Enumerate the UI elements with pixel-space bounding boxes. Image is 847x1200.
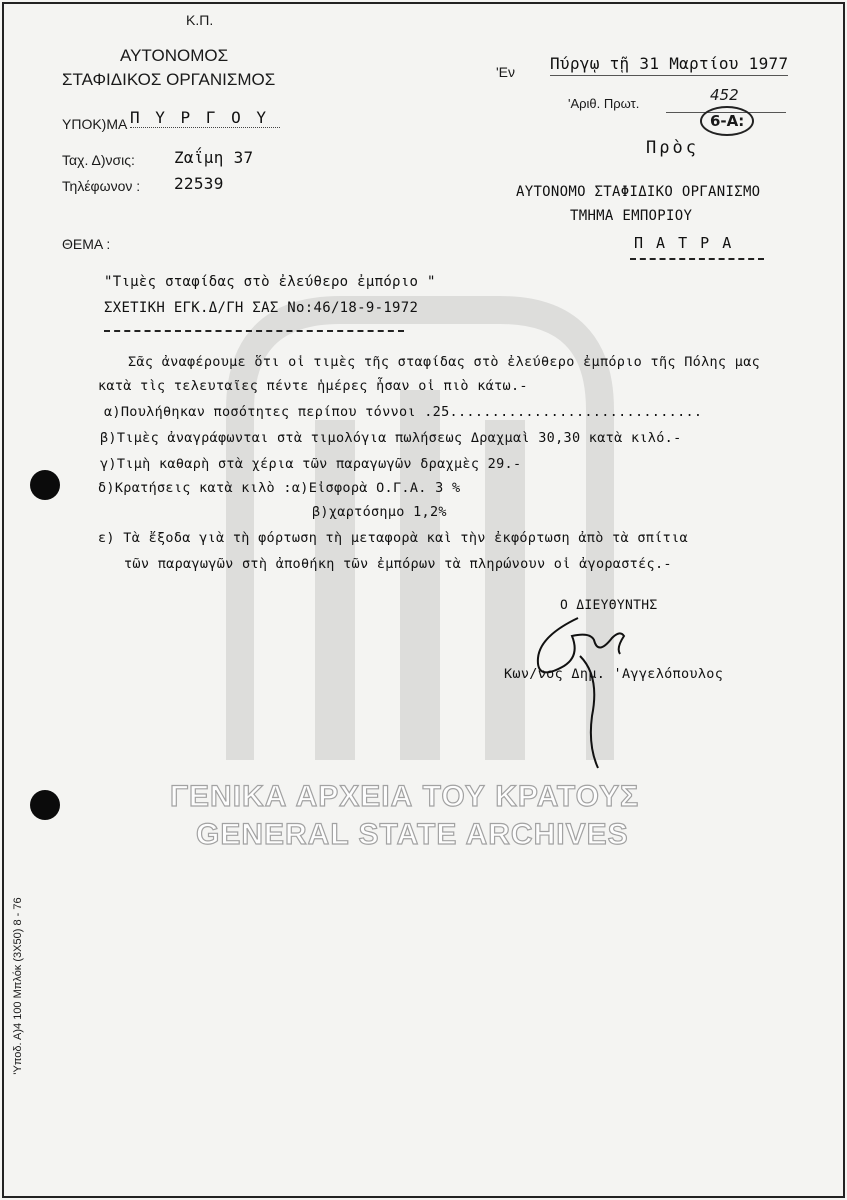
- archive-watermark-greek: ΓΕΝΙΚΑ ΑΡΧΕΙΑ ΤΟΥ ΚΡΑΤΟΥΣ: [170, 780, 640, 813]
- phone-label: Τηλέφωνον :: [62, 178, 141, 194]
- city-underline: [630, 258, 764, 260]
- org-name-line2: ΣΤΑΦΙΔΙΚΟΣ ΟΡΓΑΝΙΣΜΟΣ: [62, 70, 276, 89]
- kp-mark: Κ.Π.: [186, 12, 214, 28]
- protocol-code-circled: 6-Α:: [700, 106, 754, 136]
- protocol-label: 'Αριθ. Πρωτ.: [568, 96, 640, 111]
- item-d2: β)χαρτόσημο 1,2%: [312, 504, 447, 520]
- phone-value: 22539: [174, 174, 224, 193]
- subject-line1: "Τιμὲς σταφίδας στὸ ἐλεύθερο ἐμπόριο ": [104, 274, 436, 290]
- recipient-line1: ΑΥΤΟΝΟΜΟ ΣΤΑΦΙΔΙΚΟ ΟΡΓΑΝΙΣΜΟ: [516, 184, 761, 200]
- item-b: β)Τιμὲς ἀναγράφωνται στὰ τιμολόγια πωλήσεως Δραχμαὶ 30,30 κατὰ κιλό.-: [100, 430, 682, 446]
- protocol-number: 452: [710, 86, 739, 104]
- address-label: Ταχ. Δ)νσις:: [62, 152, 135, 168]
- branch-value: Π Υ Ρ Γ Ο Υ: [130, 108, 280, 128]
- handwritten-signature: [520, 596, 640, 776]
- subject-line2: ΣΧΕΤΙΚΗ ΕΓΚ.Δ/ΓΗ ΣΑΣ Νο:46/18-9-1972: [104, 300, 419, 316]
- signatory-name: Κων/νος Δημ. 'Αγγελόπουλος: [504, 666, 724, 682]
- pros-label: Πρὸς: [646, 138, 699, 158]
- address-value: Ζαΐμη 37: [174, 148, 254, 167]
- en-label: 'Εν: [496, 64, 516, 80]
- org-name-line1: ΑΥΤΟΝΟΜΟΣ: [120, 46, 229, 65]
- item-e-line1: ε) Τὰ ἔξοδα γιὰ τὴ φόρτωση τὴ μεταφορὰ καὶ τὴν ἐκφόρτωση ἀπὸ τὰ σπίτια: [98, 530, 688, 546]
- item-e-line2: τῶν παραγωγῶν στὴ ἀποθήκη τῶν ἐμπόρων τὰ πληρώνουν οἱ ἀγοραστές.-: [124, 556, 672, 572]
- punch-hole-lower: [30, 790, 60, 820]
- archive-watermark-english: GENERAL STATE ARCHIVES: [196, 818, 629, 851]
- recipient-city: Π Α Τ Ρ Α: [634, 234, 734, 252]
- punch-hole-upper: [30, 470, 60, 500]
- body-intro-line2: κατὰ τὶς τελευταῖες πέντε ἡμέρες ἦσαν οἱ πιὸ κάτω.-: [98, 378, 528, 394]
- item-c: γ)Τιμὴ καθαρὴ στὰ χέρια τῶν παραγωγῶν δραχμὲς 29.-: [100, 456, 522, 472]
- recipient-line2: ΤΜΗΜΑ ΕΜΠΟΡΙΟΥ: [570, 208, 693, 224]
- body-intro-line1: Σᾶς ἀναφέρουμε ὅτι οἱ τιμὲς τῆς σταφίδας στὸ ἐλεύθερο ἐμπόριο τῆς Πόλης μας: [128, 354, 761, 370]
- subject-underline: [104, 330, 404, 332]
- branch-label: ΥΠΟΚ)ΜΑ: [62, 116, 128, 132]
- place-date: Πύργῳ τῇ 31 Μαρτίου 1977: [550, 54, 788, 76]
- form-print-info: 'Υποδ. Α)4 100 Μπλόκ (3Χ50) 8 - 76: [12, 897, 24, 1075]
- item-d: δ)Κρατήσεις κατὰ κιλὸ :α)Εἰσφορὰ Ο.Γ.Α. 3 %: [98, 480, 461, 496]
- subject-label: ΘΕΜΑ :: [62, 236, 111, 252]
- signature-title: Ο ΔΙΕΥΘΥΝΤΗΣ: [560, 598, 658, 613]
- item-a: α)Πουλήθηκαν ποσότητες περίπου τόννοι .25..............................: [104, 404, 703, 420]
